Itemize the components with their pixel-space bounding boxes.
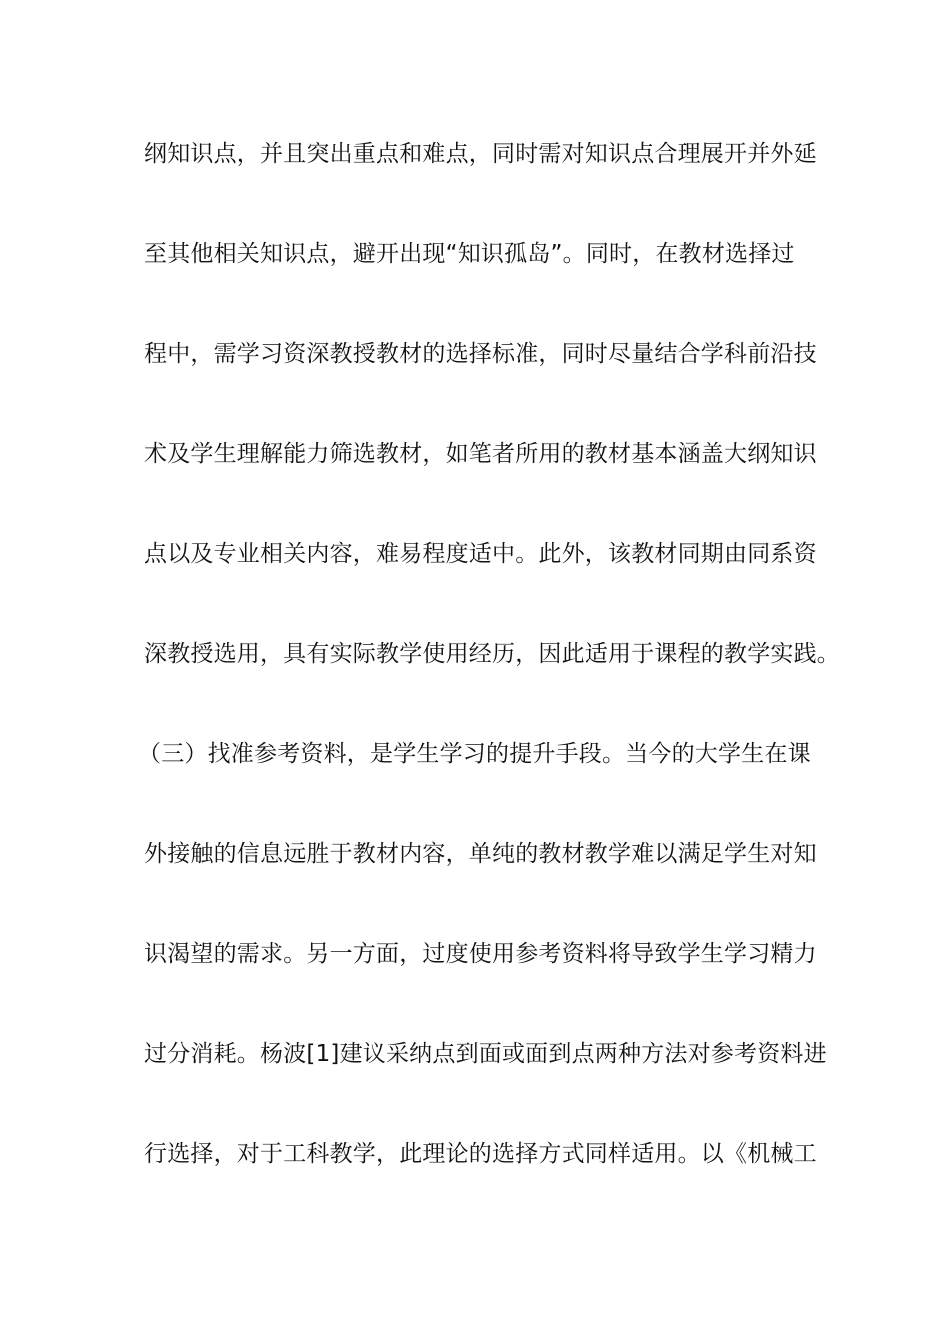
text-line: 深教授选用，具有实际教学使用经历，因此适用于课程的教学实践。 [144,641,840,667]
text-line: 程中，需学习资深教授教材的选择标准，同时尽量结合学科前沿技 [144,341,817,367]
text-line: 外接触的信息远胜于教材内容，单纯的教材教学难以满足学生对知 [144,841,817,867]
text-line: 点以及专业相关内容，难易程度适中。此外，该教材同期由同系资 [144,541,817,567]
body-text [138,128,844,1228]
section-heading-line: （三）找准参考资料，是学生学习的提升手段。当今的大学生在课 [138,741,811,767]
text-line: 过分消耗。杨波[1]建议采纳点到面或面到点两种方法对参考资料进 [144,1041,827,1067]
text-line: 术及学生理解能力筛选教材，如笔者所用的教材基本涵盖大纲知识 [144,441,817,467]
text-line: 至其他相关知识点，避开出现“知识孤岛”。同时，在教材选择过 [144,241,795,267]
text-line: 行选择，对于工科教学，此理论的选择方式同样适用。以《机械工 [144,1141,817,1167]
text-line: 纲知识点，并且突出重点和难点，同时需对知识点合理展开并外延 [144,141,817,167]
text-line: 识渴望的需求。另一方面，过度使用参考资料将导致学生学习精力 [144,941,817,967]
